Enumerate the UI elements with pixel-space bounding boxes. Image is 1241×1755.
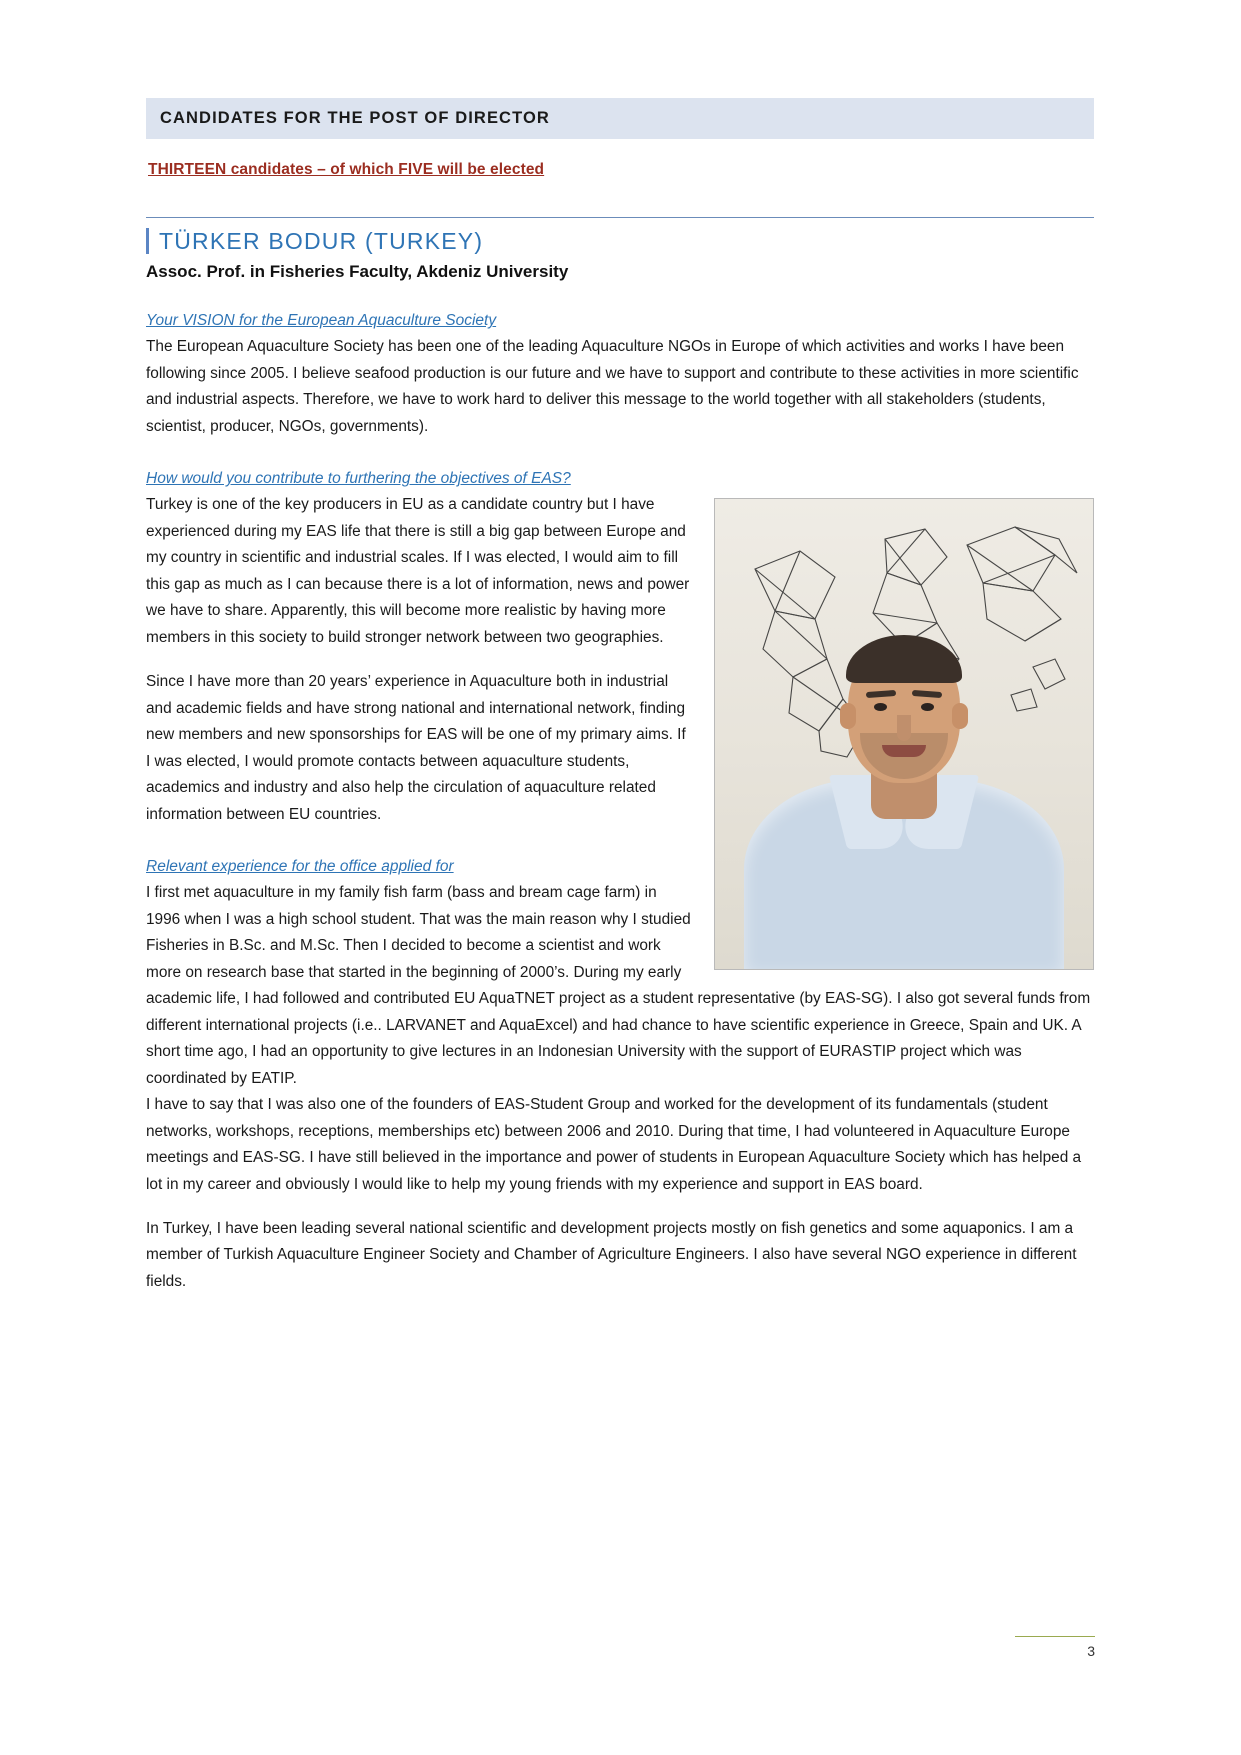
page-title: CANDIDATES FOR THE POST OF DIRECTOR <box>160 109 550 127</box>
photo-nose <box>897 715 911 741</box>
candidate-divider <box>146 217 1094 218</box>
section-heading-experience: Relevant experience for the office applied for <box>146 858 454 876</box>
accent-bar <box>146 228 149 254</box>
page-number: 3 <box>1087 1643 1095 1659</box>
section-paragraph: The European Aquaculture Society has been one of the leading Aquaculture NGOs in Europe of which activities and works I have been following since 2005. I believe seafood production is our future and we have to support and contribute to these activities in more scientific and industrial aspects. Therefore, we have to work hard to deliver this message to the world together with all stakeholders (students, scientist, producer, NGOs, governments). <box>146 338 1079 435</box>
section-paragraph: In Turkey, I have been leading several national scientific and development projects mostly on fish genetics and some aquaponics. I am a member of Turkish Aquaculture Engineer Society and Chamber of Agriculture Engineers. I also have several NGO experience in different fields. <box>146 1220 1077 1290</box>
section-paragraph: Since I have more than 20 years’ experience in Aquaculture both in industrial and academic fields and have strong national and international network, finding new members and new sponsorships for EAS will be one of my primary aims. If I was elected, I would promote contacts between aquaculture students, academics and industry and also help the circulation of aquaculture related information between EU countries. <box>146 673 686 823</box>
photo-hair <box>846 635 962 683</box>
candidate-name: TÜRKER BODUR (TURKEY) <box>159 228 484 254</box>
candidate-block <box>146 217 1094 282</box>
photo-mouth <box>882 745 926 757</box>
candidate-count-note <box>146 161 1094 179</box>
section-paragraph: Turkey is one of the key producers in EU as a candidate country but I have experienced during my EAS life that there is still a big gap between Europe and my country in scientific and industrial scales. If I was elected, I would aim to fill this gap as much as I can because there is a lot of information, news and power we have to share. Apparently, this will become more realistic by having more members in this society to build stronger network between two geographies. <box>146 496 690 646</box>
section-paragraph: I have to say that I was also one of the founders of EAS-Student Group and worked for the development of its fundamentals (student networks, workshops, receptions, memberships etc) between 2006 and 2010. During that time, I had volunteered in Aquaculture Europe meetings and EAS-SG. I have still believed in the importance and power of students in European Aquaculture Society which has helped a lot in my career and obviously I would like to help my young friends with my experience and support in EAS board. <box>146 1096 1082 1193</box>
candidate-role: Assoc. Prof. in Fisheries Faculty, Akdeniz University <box>146 262 569 282</box>
page-content <box>146 98 1094 1295</box>
section-paragraph: I first met aquaculture in my family fish farm (bass and bream cage farm) in 1996 when I was a high school student. That was the main reason why I studied Fisheries in B.Sc. and M.Sc. Then I decided to become a scientist and work more on research base that started in the beginning of 2000’s. During my early academic life, I had followed and contributed EU AquaTNET project as a student representative (by EAS-SG). I also got several funds from different international projects (i.e.. LARVANET and AquaExcel) and had chance to have scientific experience in Greece, Spain and UK. A short time ago, I had an opportunity to give lectures in an Indonesian University with the support of EURASTIP project which was coordinated by EATIP. <box>146 884 1091 1087</box>
section-heading-vision: Your VISION for the European Aquaculture Society <box>146 312 497 330</box>
page-footer <box>1015 1636 1095 1659</box>
candidate-count-text: THIRTEEN candidates – of which FIVE will be elected <box>148 161 545 178</box>
section-heading-contribution: How would you contribute to furthering the objectives of EAS? <box>146 470 571 488</box>
photo-eye-right <box>921 703 934 711</box>
photo-eye-left <box>874 703 887 711</box>
candidate-name-row <box>146 228 1094 254</box>
photo-person <box>739 639 1069 969</box>
photo-ear-left <box>840 703 856 729</box>
footer-divider <box>1015 1636 1095 1637</box>
candidate-photo <box>714 498 1094 970</box>
section-header-band <box>146 98 1094 139</box>
photo-ear-right <box>952 703 968 729</box>
